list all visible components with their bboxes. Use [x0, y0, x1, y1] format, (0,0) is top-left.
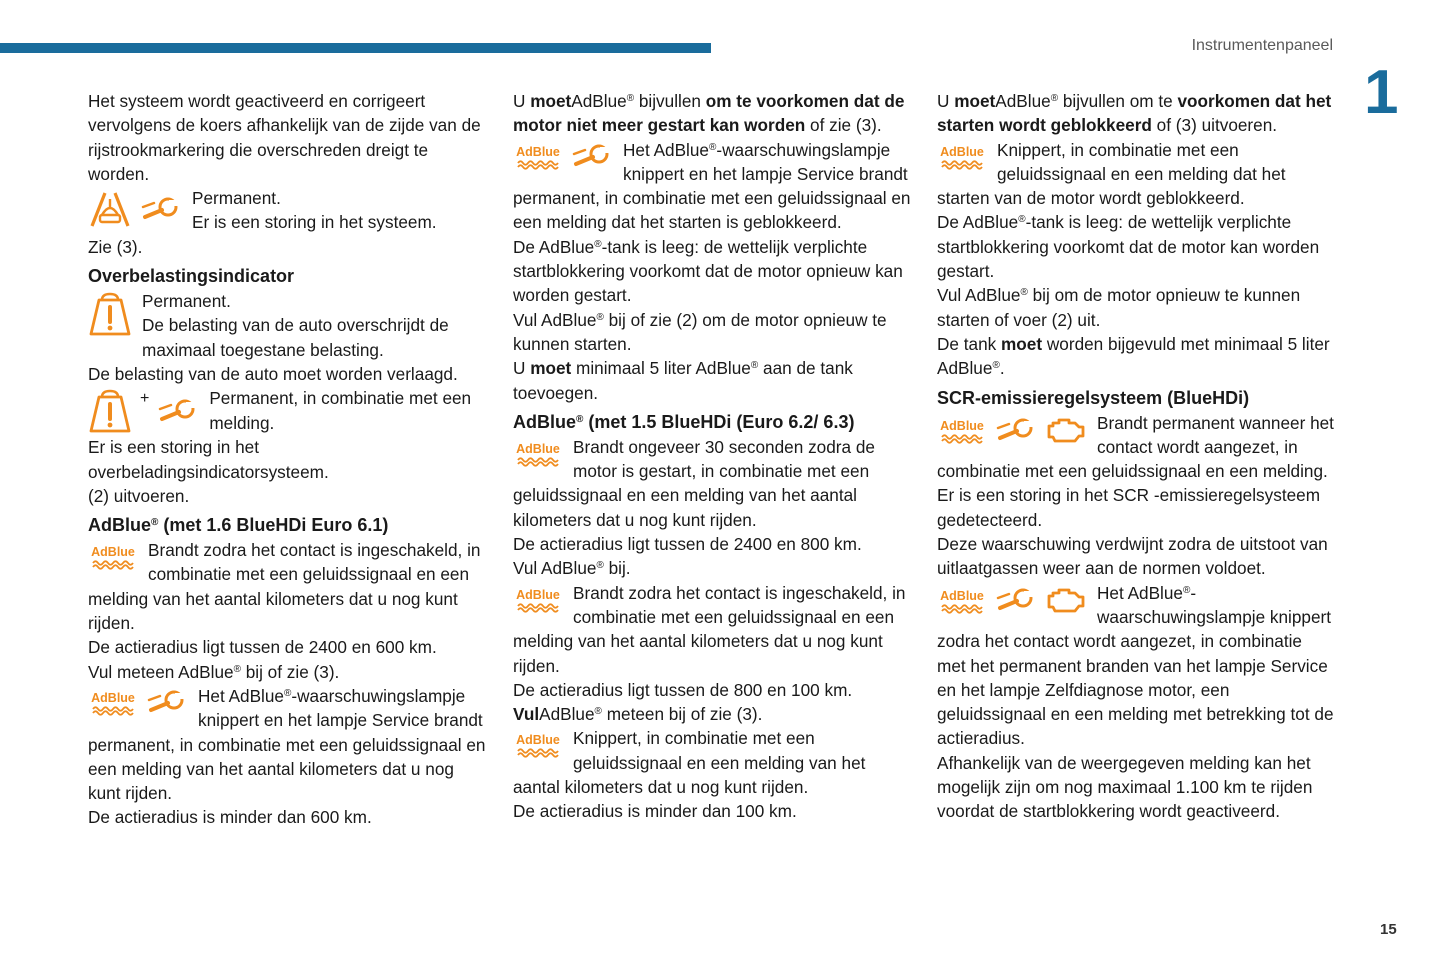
warning-status: Permanent.: [192, 188, 281, 209]
paragraph: VulAdBlue® meteen bij of zie (3).: [513, 704, 763, 725]
service-wrench-icon: [146, 688, 188, 716]
service-wrench-icon: [995, 586, 1037, 614]
warning-text: -waarschuwingslampje knippert en het lampje Service brandt permanent, in combinatie met een geluidssignaal en een melding dat het starten is geblokkeerd.: [513, 139, 911, 233]
service-wrench-icon: [140, 195, 182, 223]
warning-text: -waarschuwingslampje knippert en het lampje Service brandt permanent, in combinatie met een geluidssignaal en een melding van het aantal kilometers dat u nog kunt rijden.: [88, 685, 486, 804]
adblue-icon: [513, 584, 563, 614]
paragraph: De tank moet worden bijgevuld met minimaal 5 liter AdBlue®.: [937, 333, 1330, 379]
paragraph: Er is een storing in het overbeladingsindicatorsysteem.: [88, 437, 329, 482]
warning-text: Permanent, in combinatie met een melding.: [209, 388, 472, 433]
adblue-icon: [513, 141, 563, 171]
adblue-icon: [937, 141, 987, 171]
warning-text: Knippert, in combinatie met een geluidssignaal en een melding van het aantal kilometers dat u nog kunt rijden.: [513, 728, 866, 798]
paragraph: Vul meteen AdBlue® bij of zie (3).: [88, 661, 340, 682]
paragraph: Vul AdBlue® bij.: [513, 558, 631, 579]
paragraph: Afhankelijk van de weergegeven melding kan het mogelijk zijn om nog maximaal 1.100 km te rijden voordat de startblokkering wordt geactiveerd.: [937, 752, 1313, 822]
heading-adblue-15: AdBlue® (met 1.5 BlueHDi (Euro 6.2/ 6.3): [513, 411, 855, 432]
page-number: 15: [1380, 921, 1397, 938]
column-2: U moetAdBlue® bijvullen om te voorkomen dat de motor niet meer gestart kan worden of zie (3). Het AdBlue®-waarschuwingslampje knippert en het lampje Service brandt permanent, in combinatie met een geluidssignaal en een melding dat het starten is geblokkeerd. De AdBlue®-tank is leeg: de wettelijk verplichte startblokkering voorkomt dat de motor opnieuw kan worden gestart. Vul AdBlue® bij of zie (2) om de motor opnieuw te kunnen starten. U moet minimaal 5 liter AdBlue® aan de tank toevoegen. AdBlue® (met 1.5 BlueHDi (Euro 6.2/ 6.3) Brandt ongeveer 30 seconden zodra de motor is gestart, in combinatie met een geluidssignaal en een melding van het aantal kilometers dat u nog kunt rijden. De actieradius ligt tussen de 2400 en 800 km. Vul AdBlue® bij. Brandt zodra het contact is ingeschakeld, in combinatie met een geluidssignaal en een melding van het aantal kilometers dat u nog kunt rijden. De actieradius ligt tussen de 800 en 100 km. VulAdBlue® meteen bij of zie (3). Knippert, in combinatie met een geluidssignaal en een melding van het aantal kilometers dat u nog kunt rijden. De actieradius is minder dan 100 km.: [513, 89, 913, 824]
warning-lights: [88, 541, 138, 571]
heading-scr: SCR-emissieregelsysteem (BlueHDi): [937, 387, 1250, 408]
column-1: Het systeem wordt geactiveerd en corrigeert vervolgens de koers afhankelijk van de zijde van de rijstrookmarkering die overschreden dreigt te worden. Permanent. Er is een storing in het systeem. Zie (3). Overbelastingsindicator Permanent. De belasting van de auto overschrijdt de maximaal toegestane belasting. De belasting van de auto moet worden verlaagd. + Permanent, in combinatie met een melding. Er is een storing in het overbeladingsindicatorsysteem. (2) uitvoeren. AdBlue® (met 1.6 BlueHDi Euro 6.1) Brandt zodra het contact is ingeschakeld, in combinatie met een geluidssignaal en een melding van het aantal kilometers dat u nog kunt rijden. De actieradius ligt tussen de 2400 en 600 km. Vul meteen AdBlue® bij of zie (3). Het AdBlue®-waarschuwingslampje knippert en het lampje Service brandt permanent, in combinatie met een geluidssignaal en een melding van het aantal kilometers dat u nog kunt rijden. De actieradius is minder dan 600 km.: [88, 89, 486, 830]
warning-lights: [937, 414, 1087, 446]
paragraph: Er is een storing in het SCR -emissieregelsysteem gedetecteerd.: [937, 485, 1321, 530]
warning-text: -waarschuwingslampje knippert zodra het contact wordt aangezet, in combinatie met het permanent branden van het lampje Service en het lampje Zelfdiagnose motor, een geluidssignaal en een melding met betrekking tot de actieradius.: [937, 582, 1334, 749]
warning-text: De belasting van de auto overschrijdt de maximaal toegestane belasting.: [142, 315, 449, 360]
chapter-number: 1: [1364, 58, 1399, 127]
warning-lights: [513, 141, 613, 171]
warning-lights: [88, 189, 182, 229]
paragraph: De actieradius ligt tussen de 2400 en 600 km.: [88, 637, 437, 658]
adblue-icon: [513, 729, 563, 759]
section-title: Instrumentenpaneel: [1191, 37, 1333, 54]
see-ref: Zie (3).: [88, 236, 143, 257]
paragraph: (2) uitvoeren.: [88, 485, 190, 506]
warning-lights: [88, 292, 132, 336]
adblue-icon: [88, 687, 138, 717]
paragraph: Vul AdBlue® bij om de motor opnieuw te kunnen starten of voer (2) uit.: [937, 285, 1301, 330]
plus-sign: +: [140, 390, 150, 408]
service-wrench-icon: [571, 142, 613, 170]
warning-lights: [88, 687, 188, 717]
heading-adblue-16: AdBlue® (met 1.6 BlueHDi Euro 6.1): [88, 515, 389, 536]
engine-diagnosis-icon: [1045, 414, 1087, 446]
warning-text: Brandt ongeveer 30 seconden zodra de motor is gestart, in combinatie met een geluidssignaal en een melding van het aantal kilometers dat u nog kunt rijden.: [513, 436, 875, 530]
adblue-icon: [937, 585, 987, 615]
warning-lights: [513, 438, 563, 468]
paragraph: De actieradius ligt tussen de 2400 en 800 km.: [513, 534, 862, 555]
lane-intro: Het systeem wordt geactiveerd en corrigeert vervolgens de koers afhankelijk van de zijde van de rijstrookmarkering die overschreden dreigt te worden.: [88, 91, 481, 184]
service-wrench-icon: [995, 416, 1037, 444]
paragraph: U moet minimaal 5 liter AdBlue® aan de tank toevoegen.: [513, 358, 853, 403]
warning-lights: [937, 584, 1087, 616]
warning-text: Er is een storing in het systeem.: [192, 212, 437, 233]
paragraph: De AdBlue®-tank is leeg: de wettelijk verplichte startblokkering voorkomt dat de motor opnieuw kan worden gestart.: [513, 236, 903, 306]
paragraph: De actieradius is minder dan 100 km.: [513, 801, 797, 822]
paragraph: De belasting van de auto moet worden verlaagd.: [88, 363, 458, 384]
warning-text: Brandt zodra het contact is ingeschakeld, in combinatie met een geluidssignaal en een melding van het aantal kilometers dat u nog kunt rijden.: [513, 582, 906, 676]
service-wrench-icon: [157, 397, 199, 425]
header-accent-bar: [0, 43, 711, 53]
warning-status: Permanent.: [142, 291, 231, 312]
warning-lights: [513, 729, 563, 759]
overload-warning-icon: [88, 292, 132, 336]
warning-text: Brandt permanent wanneer het contact wordt aangezet, in combinatie met een geluidssignaal en een melding.: [937, 412, 1334, 482]
column-3: U moetAdBlue® bijvullen om te voorkomen dat het starten wordt geblokkeerd of (3) uitvoeren. Knippert, in combinatie met een geluidssignaal en een melding dat het starten van de motor wordt geblokkeerd. De AdBlue®-tank is leeg: de wettelijk verplichte startblokkering voorkomt dat de motor kan worden gestart. Vul AdBlue® bij om de motor opnieuw te kunnen starten of voer (2) uit. De tank moet worden bijgevuld met minimaal 5 liter AdBlue®. SCR-emissieregelsysteem (BlueHDi) Brandt permanent wanneer het contact wordt aangezet, in combinatie met een geluidssignaal en een melding. Er is een storing in het SCR -emissieregelsysteem gedetecteerd. Deze waarschuwing verdwijnt zodra de uitstoot van uitlaatgassen weer aan de normen voldoet. Het AdBlue®-waarschuwingslampje knippert zodra het contact wordt aangezet, in combinatie met het permanent branden van het lampje Service en het lampje Zelfdiagnose motor, een geluidssignaal en een melding met betrekking tot de actieradius. Afhankelijk van de weergegeven melding kan het mogelijk zijn om nog maximaal 1.100 km te rijden voordat de startblokkering wordt geactiveerd.: [937, 89, 1335, 824]
warning-text: Brandt zodra het contact is ingeschakeld, in combinatie met een geluidssignaal en een melding van het aantal kilometers dat u nog kunt rijden.: [88, 540, 481, 634]
overload-warning-icon: [88, 389, 132, 433]
paragraph: De AdBlue®-tank is leeg: de wettelijk verplichte startblokkering voorkomt dat de motor kan worden gestart.: [937, 212, 1320, 282]
warning-lights: [88, 389, 199, 433]
heading-overload: Overbelastingsindicator: [88, 266, 295, 287]
engine-diagnosis-icon: [1045, 584, 1087, 616]
warning-text: Knippert, in combinatie met een geluidssignaal en een melding dat het starten van de motor wordt geblokkeerd.: [937, 139, 1286, 209]
adblue-icon: [513, 438, 563, 468]
lane-departure-icon: [88, 189, 132, 229]
paragraph: U moetAdBlue® bijvullen om te voorkomen dat de motor niet meer gestart kan worden of zie (3).: [513, 91, 905, 136]
paragraph: U moetAdBlue® bijvullen om te voorkomen dat het starten wordt geblokkeerd of (3) uitvoeren.: [937, 91, 1332, 136]
paragraph: De actieradius is minder dan 600 km.: [88, 807, 372, 828]
paragraph: Vul AdBlue® bij of zie (2) om de motor opnieuw te kunnen starten.: [513, 309, 887, 354]
paragraph: De actieradius ligt tussen de 800 en 100 km.: [513, 679, 853, 700]
adblue-icon: [88, 541, 138, 571]
warning-lights: [513, 584, 563, 614]
adblue-icon: [937, 415, 987, 445]
warning-lights: [937, 141, 987, 171]
paragraph: Deze waarschuwing verdwijnt zodra de uitstoot van uitlaatgassen weer aan de normen voldoet.: [937, 534, 1328, 579]
